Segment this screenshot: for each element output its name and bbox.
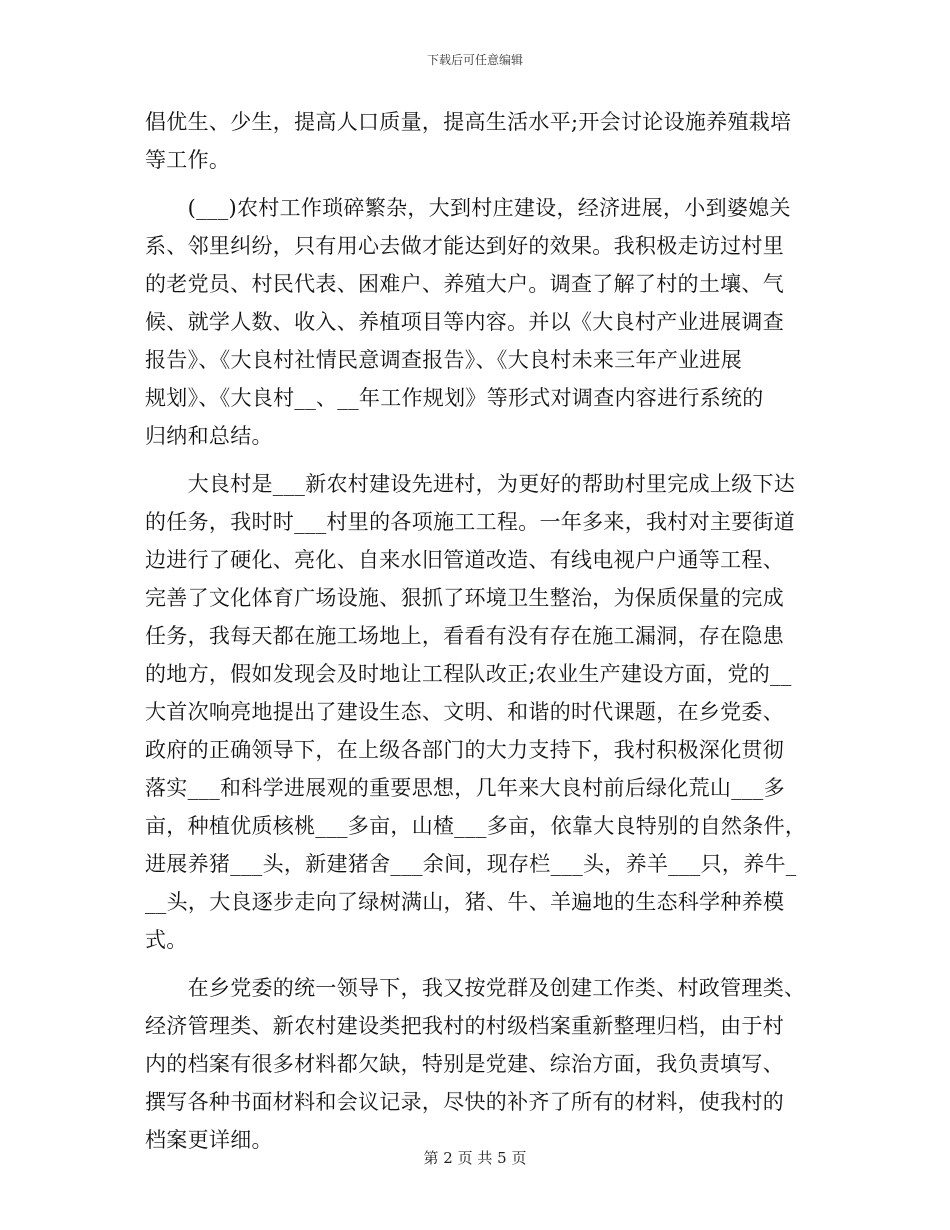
text-line: 进展养猪___头，新建猪舍___余间，现存栏___头，养羊___只，养牛_ [145,852,797,876]
text-line: 候、就学人数、收入、养植项目等内容。并以《大良村产业进展调查 [145,310,784,334]
text-line: 档案更详细。 [145,1128,273,1152]
text-line: 落实___和科学进展观的重要思想，几年来大良村前后绿化荒山___多 [145,776,785,800]
text-line: 内的档案有很多材料都欠缺，特别是党建、综治方面，我负责填写、 [145,1052,784,1076]
paragraph-2 [145,189,807,455]
text-line: 报告》、《大良村社情民意调查报告》、《大良村未来三年产业进展 [145,348,742,372]
paragraph-1 [145,103,807,179]
text-line: 亩，种植优质核桃___多亩，山楂___多亩，依靠大良特别的自然条件， [145,814,807,838]
text-line: 完善了文化体育广场设施、狠抓了环境卫生整治，为保质保量的完成 [145,586,784,610]
text-line: 式。 [145,928,188,952]
text-line: 的任务，我时时___村里的各项施工工程。一年多来，我村对主要街道 [145,510,796,534]
text-line: 政府的正确领导下，在上级各部门的大力支持下，我村积极深化贯彻 [145,738,784,762]
text-line: 任务，我每天都在施工场地上，看看有没有存在施工漏洞，存在隐患 [145,624,784,648]
text-line: 在乡党委的统一领导下，我又按党群及创建工作类、村政管理类、 [145,976,806,1000]
text-line: 规划》、《大良村__、__年工作规划》等形式对调查内容进行系统的 [145,386,764,410]
text-line: 大良村是___新农村建设先进村，为更好的帮助村里完成上级下达 [145,472,796,496]
text-line: 等工作。 [145,148,231,172]
text-line: (___)农村工作琐碎繁杂，大到村庄建设，经济进展，小到婆媳关 [145,196,791,220]
text-line: 经济管理类、新农村建设类把我村的村级档案重新整理归档，由于村 [145,1014,784,1038]
paragraph-4 [145,969,807,1159]
text-line: 的地方，假如发现会及时地让工程队改正;农业生产建设方面，党的__ [145,662,792,686]
document-body [145,103,807,1159]
text-line: 边进行了硬化、亮化、自来水旧管道改造、有线电视户户通等工程、 [145,548,784,572]
page-number: 第 2 页 共 5 页 [423,1149,527,1167]
text-line: 倡优生、少生，提高人口质量，提高生活水平;开会讨论设施养殖栽培 [145,110,792,134]
text-line: 大首次响亮地提出了建设生态、文明、和谐的时代课题，在乡党委、 [145,700,784,724]
text-line: __头，大良逐步走向了绿树满山，猪、牛、羊遍地的生态科学种养模 [145,890,785,914]
text-line: 归纳和总结。 [145,424,273,448]
page-header-note: 下载后可任意编辑 [426,53,523,67]
text-line: 的老党员、村民代表、困难户、养殖大户。调查了解了村的土壤、气 [145,272,784,296]
text-line: 撰写各种书面材料和会议记录，尽快的补齐了所有的材料，使我村的 [145,1090,784,1114]
paragraph-3 [145,465,807,959]
text-line: 系、邻里纠纷，只有用心去做才能达到好的效果。我积极走访过村里 [145,234,784,258]
